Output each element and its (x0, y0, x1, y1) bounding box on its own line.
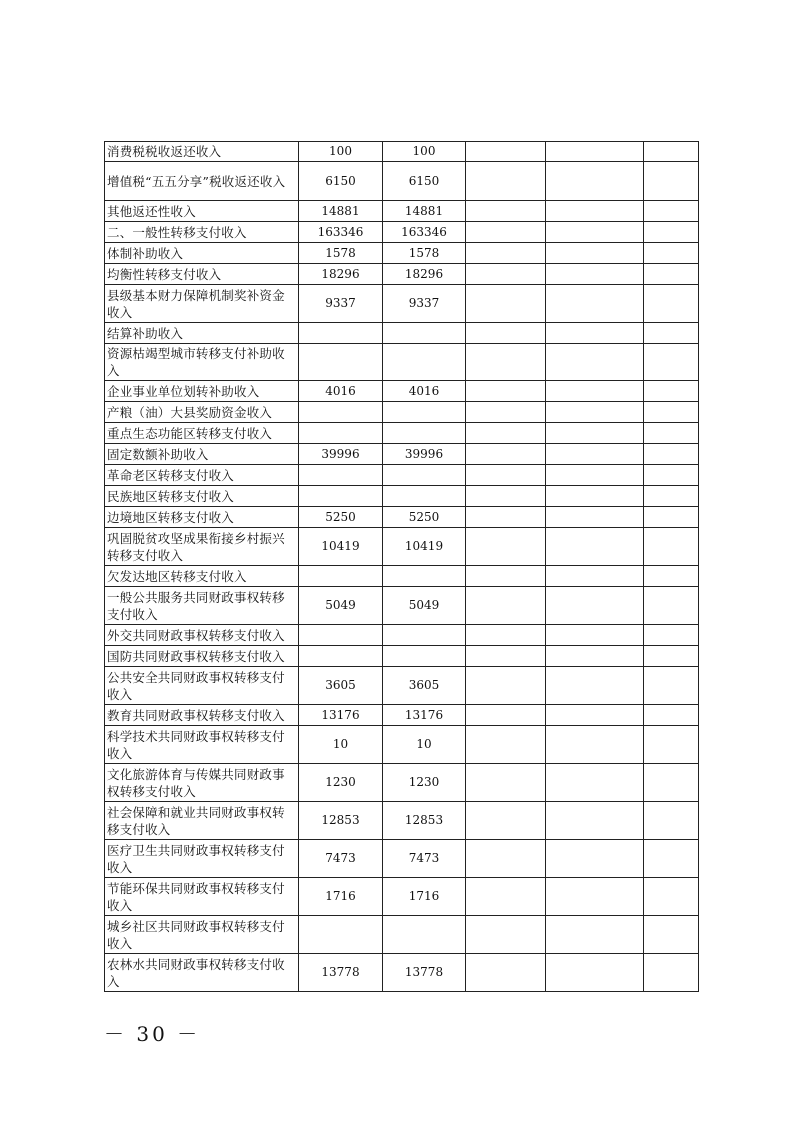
row-item-name: 教育共同财政事权转移支付收入 (105, 705, 299, 726)
row-value-b: 9337 (383, 285, 466, 323)
empty-cell (644, 625, 699, 646)
empty-cell (644, 954, 699, 992)
row-item-name: 巩固脱贫攻坚成果衔接乡村振兴转移支付收入 (105, 528, 299, 566)
empty-cell (466, 840, 546, 878)
empty-cell (466, 344, 546, 381)
row-value-b (383, 646, 466, 667)
table-row (105, 162, 699, 201)
row-value-a: 3605 (299, 667, 383, 705)
table-row (105, 802, 699, 840)
row-value-b: 5250 (383, 507, 466, 528)
empty-cell (466, 201, 546, 222)
table-row (105, 726, 699, 764)
row-value-a (299, 916, 383, 954)
empty-cell (466, 528, 546, 566)
row-value-a: 5250 (299, 507, 383, 528)
empty-cell (466, 465, 546, 486)
row-value-a (299, 323, 383, 344)
row-value-a: 18296 (299, 264, 383, 285)
empty-cell (466, 381, 546, 402)
row-value-a: 100 (299, 142, 383, 162)
empty-cell (644, 285, 699, 323)
empty-cell (644, 201, 699, 222)
empty-cell (644, 705, 699, 726)
table-row (105, 764, 699, 802)
row-value-a: 13176 (299, 705, 383, 726)
row-value-a: 13778 (299, 954, 383, 992)
empty-cell (466, 243, 546, 264)
table-row (105, 646, 699, 667)
empty-cell (466, 916, 546, 954)
table-row (105, 344, 699, 381)
table-row (105, 507, 699, 528)
row-value-b: 1716 (383, 878, 466, 916)
table-row (105, 381, 699, 402)
row-value-b (383, 423, 466, 444)
empty-cell (466, 323, 546, 344)
empty-cell (466, 802, 546, 840)
row-value-a: 5049 (299, 587, 383, 625)
empty-cell (546, 323, 644, 344)
empty-cell (644, 243, 699, 264)
empty-cell (546, 264, 644, 285)
row-value-a: 1230 (299, 764, 383, 802)
empty-cell (546, 381, 644, 402)
row-value-b: 14881 (383, 201, 466, 222)
empty-cell (546, 954, 644, 992)
row-value-b: 100 (383, 142, 466, 162)
row-value-b: 13176 (383, 705, 466, 726)
empty-cell (466, 705, 546, 726)
empty-cell (546, 916, 644, 954)
empty-cell (546, 285, 644, 323)
table-row (105, 402, 699, 423)
table-row (105, 486, 699, 507)
row-value-b: 7473 (383, 840, 466, 878)
empty-cell (644, 878, 699, 916)
table-row (105, 625, 699, 646)
table-row (105, 222, 699, 243)
row-value-a: 14881 (299, 201, 383, 222)
table-row (105, 667, 699, 705)
row-item-name: 医疗卫生共同财政事权转移支付收入 (105, 840, 299, 878)
budget-table-body (105, 142, 699, 992)
empty-cell (466, 444, 546, 465)
row-value-b (383, 916, 466, 954)
empty-cell (644, 566, 699, 587)
empty-cell (644, 222, 699, 243)
empty-cell (466, 764, 546, 802)
row-item-name: 外交共同财政事权转移支付收入 (105, 625, 299, 646)
row-value-b: 12853 (383, 802, 466, 840)
empty-cell (466, 142, 546, 162)
empty-cell (644, 667, 699, 705)
row-value-b (383, 323, 466, 344)
row-value-b: 18296 (383, 264, 466, 285)
table-row (105, 201, 699, 222)
row-value-b: 4016 (383, 381, 466, 402)
empty-cell (546, 344, 644, 381)
row-value-b: 39996 (383, 444, 466, 465)
row-item-name: 结算补助收入 (105, 323, 299, 344)
row-value-b (383, 465, 466, 486)
row-value-a (299, 486, 383, 507)
empty-cell (546, 726, 644, 764)
row-value-a: 7473 (299, 840, 383, 878)
row-value-a: 12853 (299, 802, 383, 840)
empty-cell (644, 916, 699, 954)
row-value-a (299, 344, 383, 381)
table-row (105, 916, 699, 954)
row-item-name: 体制补助收入 (105, 243, 299, 264)
page-number: － 30 － (104, 1022, 201, 1046)
empty-cell (644, 764, 699, 802)
row-item-name: 欠发达地区转移支付收入 (105, 566, 299, 587)
empty-cell (546, 802, 644, 840)
empty-cell (466, 264, 546, 285)
row-item-name: 革命老区转移支付收入 (105, 465, 299, 486)
empty-cell (466, 667, 546, 705)
row-item-name: 边境地区转移支付收入 (105, 507, 299, 528)
table-row (105, 444, 699, 465)
row-value-b: 10 (383, 726, 466, 764)
row-item-name: 民族地区转移支付收入 (105, 486, 299, 507)
empty-cell (466, 587, 546, 625)
empty-cell (546, 423, 644, 444)
empty-cell (644, 646, 699, 667)
empty-cell (546, 507, 644, 528)
empty-cell (546, 840, 644, 878)
empty-cell (466, 507, 546, 528)
row-item-name: 固定数额补助收入 (105, 444, 299, 465)
empty-cell (466, 954, 546, 992)
empty-cell (546, 142, 644, 162)
empty-cell (546, 243, 644, 264)
row-item-name: 国防共同财政事权转移支付收入 (105, 646, 299, 667)
empty-cell (546, 162, 644, 201)
row-value-a: 6150 (299, 162, 383, 201)
empty-cell (466, 423, 546, 444)
empty-cell (546, 528, 644, 566)
empty-cell (466, 726, 546, 764)
row-value-a: 1578 (299, 243, 383, 264)
empty-cell (546, 201, 644, 222)
empty-cell (546, 625, 644, 646)
row-value-b (383, 402, 466, 423)
empty-cell (466, 222, 546, 243)
empty-cell (644, 423, 699, 444)
table-row (105, 142, 699, 162)
row-value-a (299, 402, 383, 423)
table-row (105, 465, 699, 486)
empty-cell (644, 402, 699, 423)
table-row (105, 423, 699, 444)
empty-cell (466, 162, 546, 201)
row-value-a: 10419 (299, 528, 383, 566)
row-item-name: 重点生态功能区转移支付收入 (105, 423, 299, 444)
row-item-name: 其他返还性收入 (105, 201, 299, 222)
row-item-name: 均衡性转移支付收入 (105, 264, 299, 285)
row-value-b: 6150 (383, 162, 466, 201)
empty-cell (466, 625, 546, 646)
table-row (105, 705, 699, 726)
empty-cell (644, 840, 699, 878)
row-item-name: 科学技术共同财政事权转移支付收入 (105, 726, 299, 764)
empty-cell (546, 486, 644, 507)
row-value-b: 1230 (383, 764, 466, 802)
row-item-name: 文化旅游体育与传媒共同财政事权转移支付收入 (105, 764, 299, 802)
row-item-name: 企业事业单位划转补助收入 (105, 381, 299, 402)
table-row (105, 878, 699, 916)
row-item-name: 节能环保共同财政事权转移支付收入 (105, 878, 299, 916)
empty-cell (546, 705, 644, 726)
empty-cell (546, 465, 644, 486)
row-value-a: 4016 (299, 381, 383, 402)
empty-cell (644, 444, 699, 465)
table-row (105, 587, 699, 625)
empty-cell (466, 646, 546, 667)
table-row (105, 840, 699, 878)
row-item-name: 城乡社区共同财政事权转移支付收入 (105, 916, 299, 954)
empty-cell (644, 486, 699, 507)
empty-cell (644, 162, 699, 201)
empty-cell (644, 381, 699, 402)
row-value-b: 5049 (383, 587, 466, 625)
row-value-a (299, 465, 383, 486)
empty-cell (546, 222, 644, 243)
row-value-b (383, 566, 466, 587)
empty-cell (546, 444, 644, 465)
empty-cell (546, 764, 644, 802)
empty-cell (644, 507, 699, 528)
empty-cell (644, 465, 699, 486)
row-item-name: 农林水共同财政事权转移支付收入 (105, 954, 299, 992)
row-value-b (383, 486, 466, 507)
empty-cell (546, 667, 644, 705)
row-item-name: 公共安全共同财政事权转移支付收入 (105, 667, 299, 705)
empty-cell (466, 486, 546, 507)
empty-cell (546, 646, 644, 667)
empty-cell (644, 726, 699, 764)
table-row (105, 323, 699, 344)
empty-cell (546, 587, 644, 625)
row-value-b: 13778 (383, 954, 466, 992)
empty-cell (644, 344, 699, 381)
row-value-b: 163346 (383, 222, 466, 243)
row-item-name: 社会保障和就业共同财政事权转移支付收入 (105, 802, 299, 840)
empty-cell (466, 285, 546, 323)
row-item-name: 资源枯竭型城市转移支付补助收入 (105, 344, 299, 381)
row-item-name: 产粮（油）大县奖励资金收入 (105, 402, 299, 423)
row-value-b: 3605 (383, 667, 466, 705)
table-row (105, 243, 699, 264)
empty-cell (644, 264, 699, 285)
empty-cell (466, 878, 546, 916)
row-value-b (383, 625, 466, 646)
row-item-name: 消费税税收返还收入 (105, 142, 299, 162)
empty-cell (466, 402, 546, 423)
table-row (105, 954, 699, 992)
row-value-b: 10419 (383, 528, 466, 566)
row-item-name: 二、一般性转移支付收入 (105, 222, 299, 243)
empty-cell (644, 142, 699, 162)
table-row (105, 264, 699, 285)
budget-table (104, 141, 699, 992)
row-value-a: 10 (299, 726, 383, 764)
row-value-b (383, 344, 466, 381)
row-item-name: 一般公共服务共同财政事权转移支付收入 (105, 587, 299, 625)
row-item-name: 增值税“五五分享”税收返还收入 (105, 162, 299, 201)
empty-cell (546, 566, 644, 587)
row-value-a (299, 566, 383, 587)
empty-cell (546, 878, 644, 916)
row-item-name: 县级基本财力保障机制奖补资金收入 (105, 285, 299, 323)
empty-cell (644, 528, 699, 566)
row-value-a: 39996 (299, 444, 383, 465)
row-value-a: 163346 (299, 222, 383, 243)
row-value-a (299, 646, 383, 667)
empty-cell (546, 402, 644, 423)
table-row (105, 528, 699, 566)
row-value-a: 9337 (299, 285, 383, 323)
row-value-a (299, 423, 383, 444)
empty-cell (644, 802, 699, 840)
empty-cell (644, 587, 699, 625)
table-row (105, 566, 699, 587)
table-row (105, 285, 699, 323)
empty-cell (466, 566, 546, 587)
empty-cell (644, 323, 699, 344)
row-value-a (299, 625, 383, 646)
row-value-b: 1578 (383, 243, 466, 264)
row-value-a: 1716 (299, 878, 383, 916)
